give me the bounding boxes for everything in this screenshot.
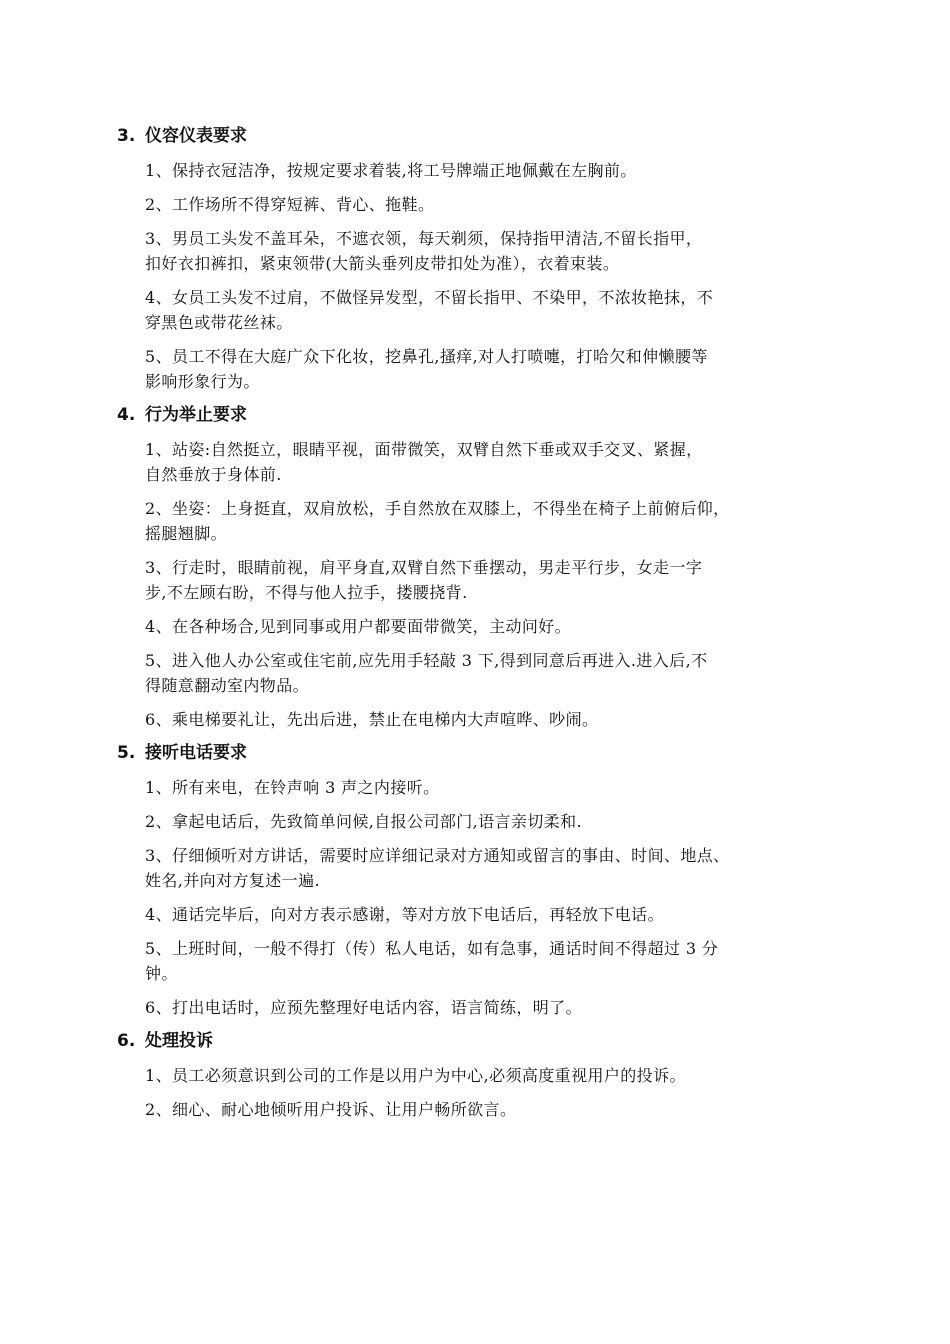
item-text-line: 2、细心、耐心地倾听用户投诉、让用户畅所欲言。 — [145, 1100, 517, 1119]
section-title: 接听电话要求 — [145, 743, 247, 763]
item-text-line: 2、工作场所不得穿短裤、背心、拖鞋。 — [145, 195, 435, 214]
list-item — [145, 775, 827, 800]
document-body — [117, 124, 827, 1131]
item-text-line: 3、仔细倾听对方讲话，需要时应详细记录对方通知或留言的事由、时间、地点、 — [145, 846, 730, 865]
item-text-line: 6、乘电梯要礼让，先出后进，禁止在电梯内大声喧哗、吵闹。 — [145, 710, 599, 729]
list-item — [145, 344, 827, 394]
list-item — [145, 496, 827, 546]
item-text-line: 6、打出电话时，应预先整理好电话内容，语言简练，明了。 — [145, 998, 582, 1017]
item-text-line: 1、站姿:自然挺立，眼睛平视，面带微笑，双臂自然下垂或双手交叉、紧握， — [145, 440, 703, 459]
item-text-line: 5、上班时间，一般不得打（传）私人电话，如有急事，通话时间不得超过 3 分 — [145, 939, 719, 958]
list-item — [145, 809, 827, 834]
item-text-line: 摇腿翘脚。 — [145, 524, 228, 543]
list-item — [145, 843, 827, 893]
list-item — [145, 192, 827, 217]
item-text-line: 步,不左顾右盼，不得与他人拉手，搂腰挠背. — [145, 583, 468, 602]
item-text-line: 5、员工不得在大庭广众下化妆，挖鼻孔,搔痒,对人打喷嚏，打哈欠和伸懒腰等 — [145, 347, 708, 366]
item-text-line: 得随意翻动室内物品。 — [145, 676, 310, 695]
item-text-line: 1、所有来电，在铃声响 3 声之内接听。 — [145, 778, 440, 797]
section-heading — [117, 403, 827, 427]
item-text-line: 1、保持衣冠洁净，按规定要求着装,将工号牌端正地佩戴在左胸前。 — [145, 161, 637, 180]
list-item — [145, 158, 827, 183]
item-text-line: 3、男员工头发不盖耳朵，不遮衣领，每天剃须，保持指甲清洁,不留长指甲， — [145, 229, 703, 248]
item-text-line: 穿黑色或带花丝袜。 — [145, 313, 293, 332]
section — [117, 403, 827, 732]
section-title: 处理投诉 — [145, 1031, 213, 1051]
item-text-line: 钟。 — [145, 964, 178, 983]
item-text-line: 自然垂放于身体前. — [145, 465, 282, 484]
item-text-line: 4、女员工头发不过肩，不做怪异发型，不留长指甲、不染甲，不浓妆艳抹，不 — [145, 288, 714, 307]
list-item — [145, 614, 827, 639]
list-item — [145, 437, 827, 487]
section-title: 仪容仪表要求 — [145, 126, 247, 146]
list-item — [145, 1063, 827, 1088]
section-number: 5. — [117, 743, 136, 763]
item-text-line: 扣好衣扣裤扣，紧束领带(大箭头垂列皮带扣处为准），衣着束装。 — [145, 254, 620, 273]
item-text-line: 1、员工必须意识到公司的工作是以用户为中心,必须高度重视用户的投诉。 — [145, 1066, 686, 1085]
item-text-line: 影响形象行为。 — [145, 372, 260, 391]
section-heading — [117, 124, 827, 148]
list-item — [145, 1097, 827, 1122]
section-heading — [117, 1029, 827, 1053]
item-text-line: 5、进入他人办公室或住宅前,应先用手轻敲 3 下,得到同意后再进入.进入后,不 — [145, 651, 708, 670]
section — [117, 1029, 827, 1122]
item-text-line: 姓名,并向对方复述一遍. — [145, 871, 320, 890]
section — [117, 124, 827, 394]
section — [117, 741, 827, 1020]
item-text-line: 4、通话完毕后，向对方表示感谢，等对方放下电话后，再轻放下电话。 — [145, 905, 664, 924]
section-title: 行为举止要求 — [145, 405, 247, 425]
list-item — [145, 648, 827, 698]
item-text-line: 3、行走时，眼睛前视，肩平身直,双臂自然下垂摆动，男走平行步，女走一字 — [145, 558, 703, 577]
list-item — [145, 555, 827, 605]
list-item — [145, 707, 827, 732]
list-item — [145, 285, 827, 335]
item-text-line: 4、在各种场合,见到同事或用户都要面带微笑，主动问好。 — [145, 617, 572, 636]
item-text-line: 2、拿起电话后，先致简单问候,自报公司部门,语言亲切柔和. — [145, 812, 583, 831]
list-item — [145, 995, 827, 1020]
list-item — [145, 226, 827, 276]
section-heading — [117, 741, 827, 765]
list-item — [145, 902, 827, 927]
section-number: 3. — [117, 126, 136, 146]
section-number: 6. — [117, 1031, 136, 1051]
list-item — [145, 936, 827, 986]
section-number: 4. — [117, 405, 136, 425]
item-text-line: 2、坐姿：上身挺直，双肩放松，手自然放在双膝上，不得坐在椅子上前俯后仰， — [145, 499, 730, 518]
